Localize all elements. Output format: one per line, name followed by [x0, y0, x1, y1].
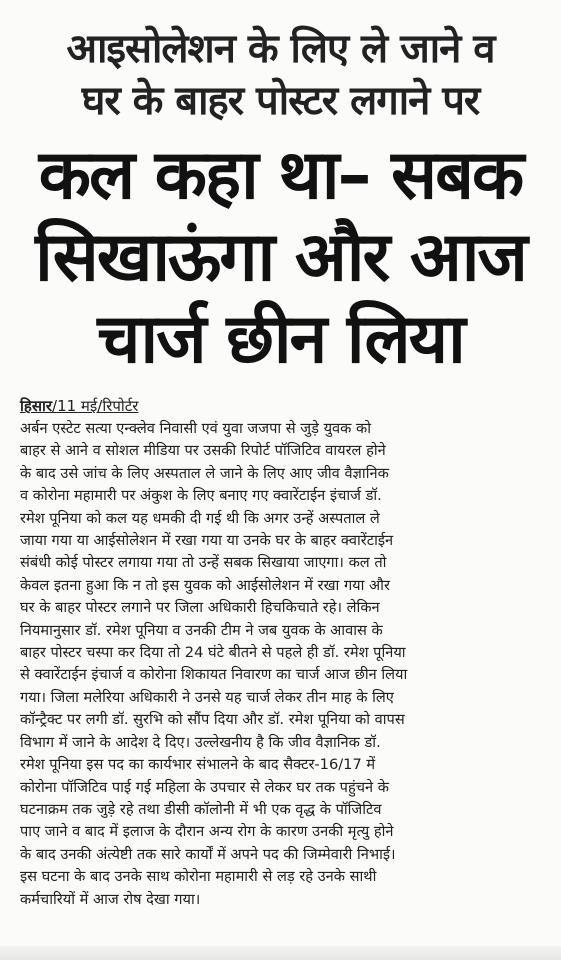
- dateline-date-reporter: /11 मई/रिपोर्टर: [52, 397, 139, 415]
- body-line: जाया गया या आईसोलेशन में रखा गया या उनके घर के बाहर क्वारेंटाईन: [20, 532, 394, 550]
- body-line: से क्वारेंटाईन इंचार्ज व कोरोना शिकायत निवारण का चार्ज आज छीन लिया: [20, 666, 408, 684]
- dateline: [20, 396, 138, 416]
- article-body: [20, 418, 500, 911]
- body-line: अर्बन एस्टेट सत्या एन्क्लेव निवासी एवं युवा जजपा से जुड़े युवक को: [20, 420, 371, 437]
- body-line: रमेश पूनिया को कल यह धमकी दी गई थी कि अगर उन्हें अस्पताल ले: [20, 509, 380, 527]
- body-line: कर्मचारियों में आज रोष देखा गया।: [20, 890, 201, 908]
- page-edge-strip: [0, 946, 561, 960]
- kicker-line-1: आइसोलेशन के लिए ले जाने व: [66, 26, 495, 72]
- body-line: इस घटना के बाद उनके साथ कोरोना महामारी से लड़ रहे उनके साथी: [20, 868, 377, 886]
- body-line: केवल इतना हुआ कि न तो इस युवक को आईसोलेशन में रखा गया और: [20, 576, 390, 594]
- body-line: विभाग में जाने के आदेश दे दिए। उल्लेखनीय है कि जीव वैज्ञानिक डॉ.: [20, 733, 381, 751]
- kicker-line-2: घर के बाहर पोस्टर लगाने पर: [81, 78, 480, 124]
- body-line: के बाद उनकी अंत्येष्टी तक सारे कार्यों में अपने पद की जिम्मेवारी निभाई।: [20, 845, 396, 863]
- body-line: रमेश पूनिया इस पद का कार्यभार संभालने के बाद सैक्टर-16/17 में: [20, 756, 376, 774]
- dateline-city: हिसार: [20, 397, 53, 415]
- body-line: संबंधी कोई पोस्टर लगाया गया तो उन्हें सबक सिखाया जाएगा। कल तो: [20, 554, 387, 572]
- body-line: के बाद उसे जांच के लिए अस्पताल ले जाने के लिए आए जीव वैज्ञानिक: [20, 464, 389, 482]
- headline-line-2: सिखाऊंगा और आज: [35, 218, 526, 297]
- body-line: नियमानुसार डॉ. रमेश पूनिया व उनकी टीम ने जब युवक के आवास के: [20, 621, 383, 639]
- body-line: व कोरोना महामारी पर अंकुश के लिए बनाए गए क्वारेंटाईन इंचार्ज डॉ.: [20, 487, 382, 505]
- body-line: बाहर पोस्टर चस्पा कर दिया तो 24 घंटे बीतने से पहले ही डॉ. रमेश पूनिया: [20, 644, 406, 662]
- headline-line-3: चार्ज छीन लिया: [97, 300, 464, 379]
- headline-line-1: कल कहा था– सबक: [38, 136, 523, 215]
- body-line: घटनाक्रम तक जुड़े रहे तथा डीसी कॉलोनी में भी एक वृद्ध के पॉजिटिव: [20, 800, 382, 818]
- body-line: घर के बाहर पोस्टर लगाने पर जिला अधिकारी हिचकिचाते रहे। लेकिन: [20, 599, 380, 617]
- body-line: पाए जाने व बाद में इलाज के दौरान अन्य रोग के कारण उनकी मृत्यु होने: [20, 823, 394, 841]
- body-line: कोरोना पॉजिटिव पाई गई महिला के उपचार से लेकर घर तक पहुंचने के: [20, 778, 389, 796]
- body-line: गया। जिला मलेरिया अधिकारी ने उनसे यह चार्ज लेकर तीन माह के लिए: [20, 688, 394, 706]
- body-line: कॉन्ट्रैक्ट पर लगी डॉ. सुरभि को सौंप दिया और डॉ. रमेश पूनिया को वापस: [20, 711, 405, 729]
- body-line: बाहर से आने व सोशल मीडिया पर उसकी रिपोर्ट पॉजिटिव वायरल होने: [20, 442, 386, 460]
